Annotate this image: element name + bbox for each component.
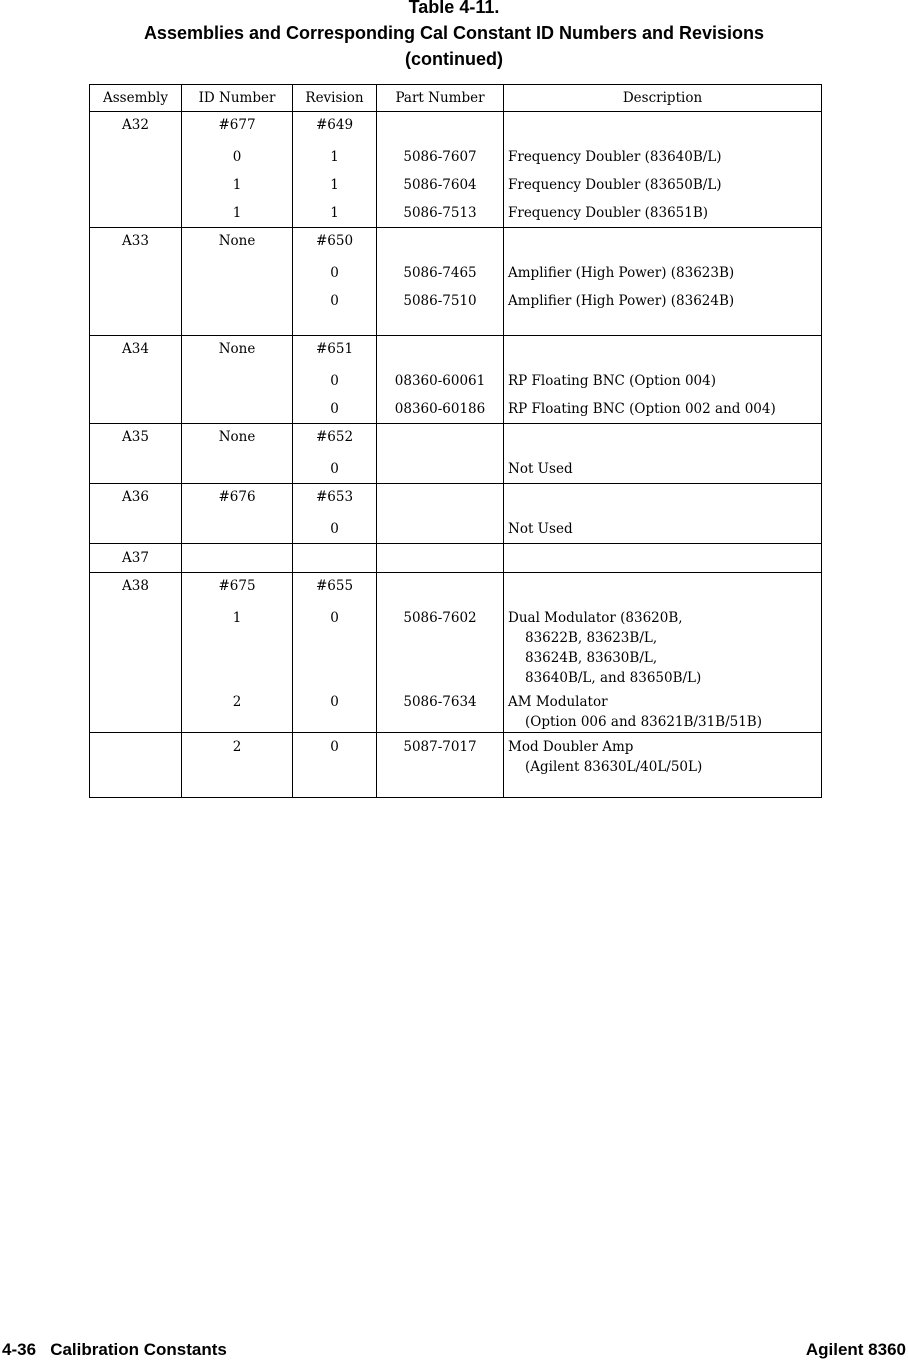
table-title: Assemblies and Corresponding Cal Constant ID Numbers and Revisions [143, 23, 765, 43]
cell-revision: 0 [293, 367, 377, 395]
cell-revision: 0 [293, 455, 377, 484]
cell-part-number: 5086-7634 [377, 688, 504, 733]
cell-part-number: 5086-7604 [377, 171, 504, 199]
cell-part-number [377, 515, 504, 544]
description-line: Dual Modulator (83620B, [508, 610, 683, 626]
footer-product: Agilent 8360 [805, 1340, 906, 1359]
cell-assembly [90, 199, 182, 228]
table-spacer-row [90, 315, 822, 336]
cell-description: Frequency Doubler (83650B/L) [504, 171, 822, 199]
cell-part-number: 08360-60061 [377, 367, 504, 395]
cell-assembly [90, 143, 182, 171]
cell-description: Amplifier (High Power) (83623B) [504, 259, 822, 287]
cell-assembly [90, 604, 182, 688]
header-assembly: Assembly [90, 85, 182, 112]
cell-assembly [90, 367, 182, 395]
table-row [90, 112, 822, 144]
description-line: 83624B, 83630B/L, [525, 650, 658, 666]
cell-id-number: #676 [182, 484, 293, 516]
description-line: (Option 006 and 83621B/31B/51B) [525, 714, 762, 730]
table-row [90, 733, 822, 798]
cell-id-number [182, 455, 293, 484]
cell-revision: 0 [293, 688, 377, 733]
cell-id-number [182, 287, 293, 315]
description-line: 83640B/L, and 83650B/L) [525, 670, 702, 686]
page-footer [0, 1340, 908, 1364]
cell-id-number: None [182, 228, 293, 260]
cell-assembly: A33 [90, 228, 182, 260]
table-row [90, 143, 822, 171]
cell-description: Frequency Doubler (83651B) [504, 199, 822, 228]
table-row [90, 199, 822, 228]
cell-id-number [182, 544, 293, 573]
cell-assembly [90, 515, 182, 544]
cell-description [504, 484, 822, 516]
cell-description [504, 544, 822, 573]
header-description: Description [504, 85, 822, 112]
table-row [90, 259, 822, 287]
cell-id-number: None [182, 424, 293, 456]
cell-description: Frequency Doubler (83640B/L) [504, 143, 822, 171]
table-row [90, 395, 822, 424]
cell-description: Not Used [504, 515, 822, 544]
cell-id-number: 2 [182, 688, 293, 733]
cell-revision: 0 [293, 259, 377, 287]
cell-assembly [90, 688, 182, 733]
cell-revision: 0 [293, 733, 377, 798]
table-row [90, 544, 822, 573]
cell-revision: 0 [293, 604, 377, 688]
cell-id-number [182, 367, 293, 395]
cell-description [504, 336, 822, 368]
cell-part-number: 5086-7602 [377, 604, 504, 688]
cell-revision: #649 [293, 112, 377, 144]
table-continued-note: (continued) [405, 49, 503, 69]
cell-id-number: 1 [182, 604, 293, 688]
cell-part-number [377, 484, 504, 516]
cell-assembly: A34 [90, 336, 182, 368]
cell-assembly: A38 [90, 573, 182, 605]
cell-id-number: 1 [182, 199, 293, 228]
cell-description [504, 604, 822, 688]
description-line: (Agilent 83630L/40L/50L) [525, 759, 703, 775]
cell-assembly [90, 287, 182, 315]
cell-revision: 1 [293, 171, 377, 199]
cell-id-number [182, 395, 293, 424]
table-row [90, 573, 822, 605]
cell-id-number: 1 [182, 171, 293, 199]
cell-assembly [90, 171, 182, 199]
cal-constant-table [89, 84, 822, 798]
cell-description [504, 112, 822, 144]
table-row [90, 287, 822, 315]
cell-description: RP Floating BNC (Option 004) [504, 367, 822, 395]
cell-id-number: 2 [182, 733, 293, 798]
cell-part-number [377, 424, 504, 456]
header-part-number: Part Number [377, 85, 504, 112]
cell-id-number: None [182, 336, 293, 368]
cell-assembly: A36 [90, 484, 182, 516]
table-row [90, 455, 822, 484]
cell-assembly: A35 [90, 424, 182, 456]
cell-description [504, 573, 822, 605]
cell-part-number [377, 336, 504, 368]
cell-description: Amplifier (High Power) (83624B) [504, 287, 822, 315]
cell-assembly [90, 455, 182, 484]
table-row [90, 484, 822, 516]
table-row [90, 604, 822, 688]
table-row [90, 367, 822, 395]
cell-part-number: 5086-7510 [377, 287, 504, 315]
table-row [90, 336, 822, 368]
cell-revision: #652 [293, 424, 377, 456]
cell-part-number: 5086-7465 [377, 259, 504, 287]
cell-revision: #653 [293, 484, 377, 516]
cell-revision: #651 [293, 336, 377, 368]
table-number: Table 4-11. [408, 0, 500, 17]
cell-id-number [182, 259, 293, 287]
cell-part-number [377, 455, 504, 484]
cell-id-number: #675 [182, 573, 293, 605]
cell-id-number: 0 [182, 143, 293, 171]
cell-description [504, 424, 822, 456]
cell-part-number: 08360-60186 [377, 395, 504, 424]
cell-description: RP Floating BNC (Option 002 and 004) [504, 395, 822, 424]
cell-assembly: A32 [90, 112, 182, 144]
cell-assembly [90, 395, 182, 424]
cell-description [504, 228, 822, 260]
description-line: Mod Doubler Amp [508, 739, 634, 755]
cell-description: Not Used [504, 455, 822, 484]
table-row [90, 171, 822, 199]
cell-part-number [377, 544, 504, 573]
cell-revision: 0 [293, 515, 377, 544]
table-header-row [90, 85, 822, 112]
table-row [90, 228, 822, 260]
table-row [90, 515, 822, 544]
cell-assembly [90, 733, 182, 798]
cell-revision: 1 [293, 143, 377, 171]
footer-page-section: 4-36 Calibration Constants [2, 1340, 227, 1359]
description-line: AM Modulator [508, 694, 608, 710]
cell-revision: #650 [293, 228, 377, 260]
cell-revision: 0 [293, 287, 377, 315]
cell-id-number [182, 515, 293, 544]
cell-part-number: 5087-7017 [377, 733, 504, 798]
description-line: 83622B, 83623B/L, [525, 630, 658, 646]
cell-assembly: A37 [90, 544, 182, 573]
cell-part-number [377, 228, 504, 260]
cell-revision [293, 544, 377, 573]
cell-id-number: #677 [182, 112, 293, 144]
table-row [90, 424, 822, 456]
header-revision: Revision [293, 85, 377, 112]
cell-part-number: 5086-7607 [377, 143, 504, 171]
cell-description [504, 733, 822, 798]
cell-revision: 0 [293, 395, 377, 424]
cell-revision: #655 [293, 573, 377, 605]
cell-part-number [377, 112, 504, 144]
cell-description [504, 688, 822, 733]
table-row [90, 688, 822, 733]
header-id-number: ID Number [182, 85, 293, 112]
cell-part-number: 5086-7513 [377, 199, 504, 228]
cell-assembly [90, 259, 182, 287]
cell-part-number [377, 573, 504, 605]
cell-revision: 1 [293, 199, 377, 228]
